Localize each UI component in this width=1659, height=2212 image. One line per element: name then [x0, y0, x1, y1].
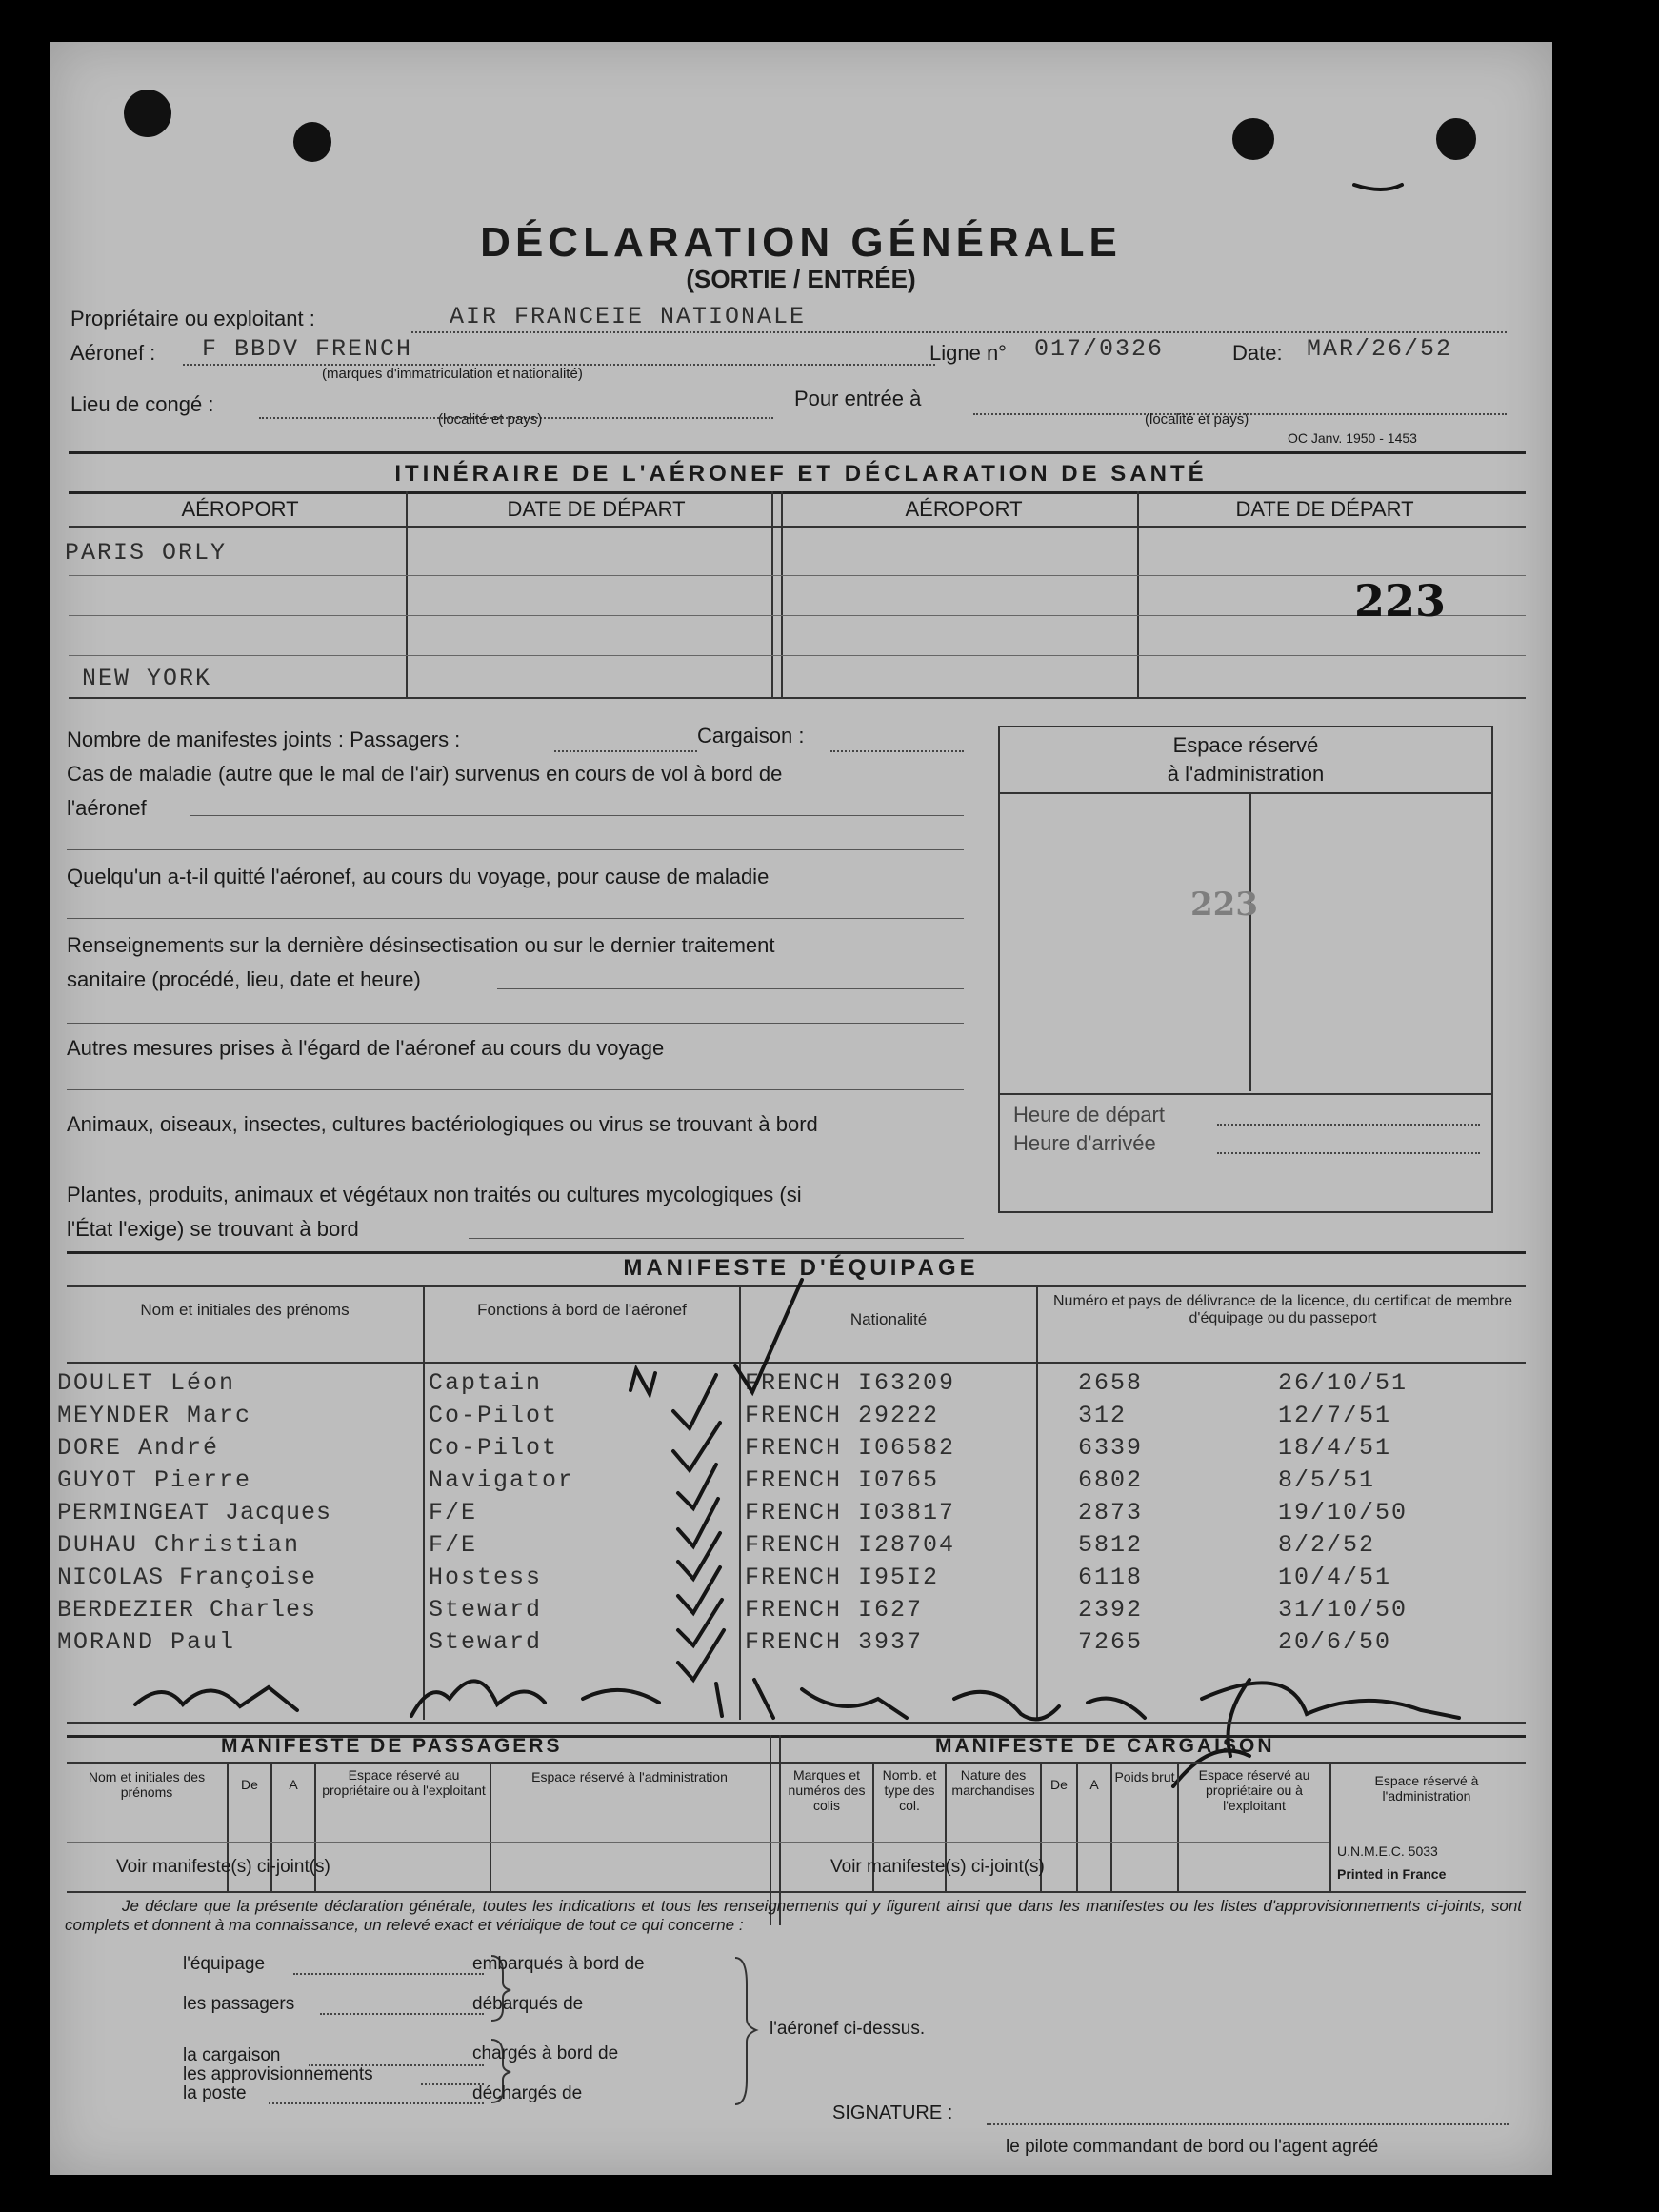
declaration-text: Je déclare que la présente déclaration générale, toutes les indications et tous les renseignements qui y figurent ainsi que dans les manifestes ou les listes d'approvisionnements ci-joints, sont complets et donnent à ma connaissance, un relevé exact et véridique de tout ce qui concerne :	[65, 1897, 1522, 1934]
crew-function: F/E	[429, 1499, 478, 1526]
decl-boarded: embarqués à bord de	[472, 1954, 645, 1974]
decl-loaded: chargés à bord de	[472, 2043, 619, 2063]
admin-title-2: à l'administration	[1167, 762, 1325, 786]
departure-time-label: Heure de départ	[1013, 1103, 1165, 1126]
itinerary-row-2: NEW YORK	[82, 665, 212, 692]
handwriting-marks	[50, 42, 1552, 2175]
crew-function: Co-Pilot	[429, 1434, 559, 1462]
crew-nationality: FRENCH I0765	[745, 1466, 940, 1494]
imprint-2: Printed in France	[1337, 1866, 1447, 1882]
crew-nationality: FRENCH I95I2	[745, 1564, 940, 1591]
owner-value: AIR FRANCEIE NATIONALE	[450, 303, 807, 330]
crew-date: 19/10/50	[1278, 1499, 1409, 1526]
crew-nationality: FRENCH I63209	[745, 1369, 956, 1397]
col-airport-2: AÉROPORT	[905, 497, 1023, 521]
decl-supplies: les approvisionnements	[183, 2064, 373, 2084]
crew-date: 10/4/51	[1278, 1564, 1392, 1591]
crew-name: MEYNDER Marc	[57, 1402, 252, 1429]
crew-date: 20/6/50	[1278, 1628, 1392, 1656]
health-q1: Cas de maladie (autre que le mal de l'air) survenus en cours de vol à bord de	[67, 762, 783, 786]
decl-cargo: la cargaison	[183, 2045, 281, 2065]
cargo-col-number: Nomb. et type des col.	[882, 1767, 937, 1813]
cargo-col-marks: Marques et numéros des colis	[788, 1767, 866, 1813]
crew-function: Steward	[429, 1596, 543, 1624]
crew-nationality: FRENCH 29222	[745, 1402, 940, 1429]
health-q6b: l'État l'exige) se trouvant à bord	[67, 1217, 359, 1241]
crew-date: 8/2/52	[1278, 1531, 1376, 1559]
health-q6: Plantes, produits, animaux et végétaux non traités ou cultures mycologiques (si	[67, 1183, 802, 1206]
pax-col-de: De	[241, 1777, 258, 1792]
crew-nationality: FRENCH 3937	[745, 1628, 924, 1656]
stamp-number: 223	[1354, 575, 1447, 627]
crew-nationality: FRENCH I06582	[745, 1434, 956, 1462]
crew-name: DOULET Léon	[57, 1369, 236, 1397]
pax-col-a: A	[289, 1777, 298, 1792]
crew-nationality: FRENCH I28704	[745, 1531, 956, 1559]
crew-nationality: FRENCH I627	[745, 1596, 924, 1624]
aircraft-label: Aéronef :	[70, 341, 156, 365]
cargo-col-de: De	[1050, 1777, 1068, 1792]
cargo-col-nature: Nature des marchandises	[951, 1767, 1035, 1798]
decl-passengers: les passagers	[183, 1994, 295, 2014]
health-q3b: sanitaire (procédé, lieu, date et heure)	[67, 967, 421, 991]
crew-nationality: FRENCH I03817	[745, 1499, 956, 1526]
decl-aircraft: l'aéronef ci-dessus.	[770, 2019, 926, 2039]
health-q2: Quelqu'un a-t-il quitté l'aéronef, au cours du voyage, pour cause de maladie	[67, 865, 770, 888]
crew-number: 7265	[1078, 1628, 1144, 1656]
departure-place-label: Lieu de congé :	[70, 392, 214, 416]
crew-number: 2873	[1078, 1499, 1144, 1526]
arrival-time-label: Heure d'arrivée	[1013, 1131, 1156, 1155]
crew-function: F/E	[429, 1531, 478, 1559]
health-q1b: l'aéronef	[67, 796, 147, 820]
cargo-col-admin: Espace réservé à l'administration	[1374, 1773, 1479, 1803]
crew-number: 6118	[1078, 1564, 1144, 1591]
decl-crew: l'équipage	[183, 1954, 266, 1974]
cargo-title: MANIFESTE DE CARGAISON	[935, 1735, 1275, 1757]
crew-date: 12/7/51	[1278, 1402, 1392, 1429]
crew-title: MANIFESTE D'ÉQUIPAGE	[623, 1255, 979, 1281]
admin-stamp: 223	[1190, 886, 1258, 924]
crew-name: GUYOT Pierre	[57, 1466, 252, 1494]
crew-name: DORE André	[57, 1434, 220, 1462]
crew-number: 6339	[1078, 1434, 1144, 1462]
crew-function: Captain	[429, 1369, 543, 1397]
crew-col-function: Fonctions à bord de l'aéronef	[477, 1301, 687, 1319]
line-label: Ligne n°	[929, 341, 1007, 365]
crew-name: PERMINGEAT Jacques	[57, 1499, 332, 1526]
imprint-1: U.N.M.E.C. 5033	[1337, 1843, 1438, 1859]
crew-name: BERDEZIER Charles	[57, 1596, 317, 1624]
line-value: 017/0326	[1034, 335, 1165, 363]
crew-col-nationality: Nationalité	[849, 1310, 928, 1328]
cargo-col-weight: Poids brut	[1114, 1769, 1175, 1784]
crew-date: 18/4/51	[1278, 1434, 1392, 1462]
manifests-label: Nombre de manifestes joints : Passagers :	[67, 727, 461, 751]
decl-unloaded: déchargés de	[472, 2083, 583, 2103]
crew-col-name: Nom et initiales des prénoms	[140, 1301, 350, 1319]
pax-col-admin: Espace réservé à l'administration	[531, 1769, 728, 1784]
cargo-see-manifest: Voir manifeste(s) ci-joint(s)	[830, 1857, 1045, 1877]
signature-label: SIGNATURE :	[832, 2102, 953, 2123]
crew-number: 312	[1078, 1402, 1128, 1429]
passengers-title: MANIFESTE DE PASSAGERS	[221, 1735, 563, 1757]
crew-date: 8/5/51	[1278, 1466, 1376, 1494]
crew-function: Co-Pilot	[429, 1402, 559, 1429]
pax-col-owner: Espace réservé au propriétaire ou à l'exploitant	[322, 1767, 486, 1798]
col-airport-1: AÉROPORT	[181, 497, 299, 521]
health-q5: Animaux, oiseaux, insectes, cultures bactériologiques ou virus se trouvant à bord	[67, 1112, 818, 1136]
admin-title-1: Espace réservé	[1172, 733, 1319, 757]
brace-right	[730, 1956, 764, 2108]
health-q4: Autres mesures prises à l'égard de l'aéronef au cours du voyage	[67, 1036, 665, 1060]
col-date-1: DATE DE DÉPART	[507, 497, 686, 521]
crew-col-license: Numéro et pays de délivrance de la licence, du certificat de membre d'équipage ou du passeport	[1052, 1293, 1512, 1326]
pax-see-manifest: Voir manifeste(s) ci-joint(s)	[116, 1857, 330, 1877]
crew-number: 6802	[1078, 1466, 1144, 1494]
crew-number: 5812	[1078, 1531, 1144, 1559]
date-value: MAR/26/52	[1307, 335, 1453, 363]
cargo-col-owner: Espace réservé au propriétaire ou à l'exploitant	[1198, 1767, 1310, 1813]
crew-number: 2392	[1078, 1596, 1144, 1624]
itinerary-row-1: PARIS ORLY	[65, 539, 228, 567]
decl-mail: la poste	[183, 2083, 247, 2103]
entry-label: Pour entrée à	[794, 387, 922, 410]
decl-landed: débarqués de	[472, 1994, 584, 2014]
form-title: DÉCLARATION GÉNÉRALE	[480, 219, 1122, 266]
form-ref: OC Janv. 1950 - 1453	[1288, 430, 1417, 446]
entry-note: (localité et pays)	[1145, 411, 1249, 428]
owner-label: Propriétaire ou exploitant :	[70, 307, 315, 330]
crew-name: DUHAU Christian	[57, 1531, 301, 1559]
crew-date: 26/10/51	[1278, 1369, 1409, 1397]
crew-function: Navigator	[429, 1466, 575, 1494]
cargo-col-a: A	[1089, 1777, 1099, 1792]
crew-name: NICOLAS Françoise	[57, 1564, 317, 1591]
aircraft-value: F BBDV FRENCH	[202, 335, 413, 363]
pax-col-name: Nom et initiales des prénoms	[88, 1769, 206, 1800]
departure-place-note: (localité et pays)	[438, 411, 543, 428]
crew-number: 2658	[1078, 1369, 1144, 1397]
crew-function: Hostess	[429, 1564, 543, 1591]
aircraft-note: (marques d'immatriculation et nationalité)	[322, 366, 583, 382]
signatory-label: le pilote commandant de bord ou l'agent agréé	[1006, 2137, 1379, 2157]
crew-function: Steward	[429, 1628, 543, 1656]
date-label: Date:	[1232, 341, 1283, 365]
crew-date: 31/10/50	[1278, 1596, 1409, 1624]
itinerary-title: ITINÉRAIRE DE L'AÉRONEF ET DÉCLARATION DE SANTÉ	[394, 461, 1208, 487]
form-subtitle: (SORTIE / ENTRÉE)	[686, 265, 916, 293]
col-date-2: DATE DE DÉPART	[1235, 497, 1414, 521]
form-sheet	[50, 42, 1552, 2175]
health-q3: Renseignements sur la dernière désinsectisation ou sur le dernier traitement	[67, 933, 775, 957]
cargo-count-label: Cargaison :	[697, 724, 805, 747]
crew-name: MORAND Paul	[57, 1628, 236, 1656]
